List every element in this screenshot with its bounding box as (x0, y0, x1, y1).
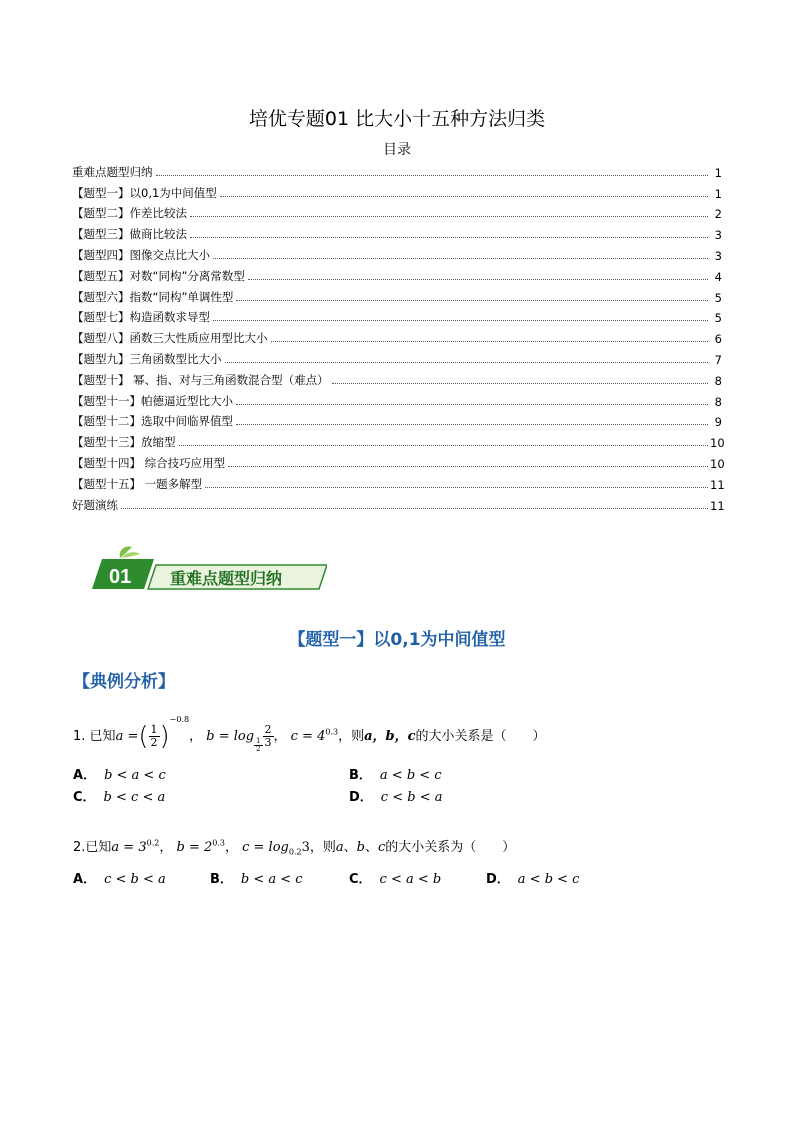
toc-entry-page: 4 (714, 269, 722, 284)
toc-leader-dots (248, 279, 708, 280)
q2-option-d[interactable]: D． a < b < c (486, 872, 580, 887)
toc-entry-page: 5 (714, 311, 722, 326)
toc-entry-page: 9 (714, 415, 722, 430)
toc-entry[interactable] (72, 409, 722, 430)
toc-entry-label: 【题型十四】 综合技巧应用型 (72, 455, 226, 470)
toc-entry[interactable] (72, 242, 722, 263)
toc-entry[interactable] (72, 305, 722, 326)
toc-entry-page: 1 (714, 165, 722, 180)
toc-entry-label: 【题型十三】放缩型 (72, 435, 176, 450)
toc-entry-label: 好题演练 (72, 497, 118, 512)
section-banner (92, 545, 327, 591)
toc-entry[interactable] (72, 263, 722, 284)
q2-option-c[interactable]: C． c < a < b (349, 872, 442, 887)
toc-entry-label: 【题型一】以0,1为中间值型 (72, 185, 217, 200)
toc-leader-dots (220, 196, 708, 197)
toc-entry[interactable] (72, 429, 725, 451)
q1-option-b[interactable]: B． a < b < c (349, 768, 442, 783)
toc-leader-dots (213, 258, 708, 259)
toc-leader-dots (236, 404, 708, 405)
q2-option-a[interactable]: A． c < b < a (73, 872, 166, 887)
toc-entry[interactable] (72, 346, 722, 367)
toc-entry[interactable] (72, 201, 722, 222)
toc-entry[interactable] (72, 388, 722, 409)
toc-leader-dots (121, 508, 708, 509)
section-heading: 【题型一】以0,1为中间值型 (288, 630, 506, 650)
toc-leader-dots (225, 362, 709, 363)
toc-entry-label: 【题型十二】选取中间临界值型 (72, 414, 233, 429)
toc-entry-page: 3 (714, 248, 722, 263)
toc-entry-page: 8 (714, 394, 722, 409)
toc-entry-page: 5 (714, 290, 722, 305)
toc-entry[interactable] (72, 325, 722, 346)
toc-entry-page: 10 (710, 436, 725, 451)
toc-entry-label: 【题型三】做商比较法 (72, 227, 187, 242)
toc-entry-page: 2 (714, 207, 722, 222)
toc-entry[interactable] (72, 221, 722, 242)
example-heading: 【典例分析】 (73, 672, 175, 692)
toc-heading: 目录 (383, 142, 411, 158)
toc-entry-label: 【题型五】对数“同构”分离常数型 (72, 268, 245, 283)
toc-leader-dots (236, 300, 708, 301)
toc-entry-label: 【题型九】三角函数型比大小 (72, 351, 222, 366)
q1-option-d[interactable]: D． c < b < a (349, 790, 443, 805)
toc-leader-dots (236, 424, 708, 425)
toc-entry-label: 【题型十】 幂、指、对与三角函数混合型（难点） (72, 372, 329, 387)
toc-entry-label: 【题型八】函数三大性质应用型比大小 (72, 331, 268, 346)
toc-leader-dots (271, 341, 709, 342)
toc-leader-dots (190, 237, 708, 238)
toc-entry-label: 【题型二】作差比较法 (72, 206, 187, 221)
question-2: 2.已知$a = 3^{0.2}$， $b = 2^{0.3}$， $c = \log_{0.2}3$，则a、b、c的大小关系为（ ） (73, 838, 516, 857)
toc-entry-page: 11 (710, 477, 725, 492)
q2-option-b[interactable]: B． b < a < c (210, 872, 303, 887)
toc-entry-label: 【题型四】图像交点比大小 (72, 247, 210, 262)
table-of-contents (72, 159, 725, 513)
toc-entry-label: 重难点题型归纳 (72, 164, 153, 179)
toc-entry-page: 1 (714, 186, 722, 201)
toc-entry[interactable] (72, 492, 725, 513)
toc-entry[interactable] (72, 159, 722, 180)
toc-entry-label: 【题型十五】 一题多解型 (72, 476, 203, 491)
toc-entry-page: 3 (714, 228, 722, 243)
question-1: 1. 已知a =( $\frac{1}{2}$ )$^{-0.8}$， b = log $_{\frac{1}{2}}$ $\frac{2}{3}$ ， $c = 4^{0.3}$，则a，b，c的大小关系是（ ） (73, 715, 546, 753)
toc-leader-dots (332, 383, 708, 384)
toc-entry-label: 【题型十一】帕德逼近型比大小 (72, 393, 233, 408)
toc-leader-dots (190, 216, 708, 217)
toc-leader-dots (156, 175, 709, 176)
toc-entry-label: 【题型七】构造函数求导型 (72, 310, 210, 325)
toc-entry-page: 8 (714, 373, 722, 388)
toc-leader-dots (179, 445, 709, 446)
toc-leader-dots (228, 466, 708, 467)
banner-number: 01 (109, 566, 132, 588)
toc-leader-dots (205, 487, 708, 488)
toc-entry[interactable] (72, 471, 725, 492)
toc-entry-page: 10 (710, 456, 725, 471)
toc-entry[interactable] (72, 450, 725, 471)
toc-entry-page: 7 (714, 352, 722, 367)
q1-option-a[interactable]: A． b < a < c (73, 768, 166, 783)
toc-leader-dots (213, 320, 708, 321)
toc-entry[interactable] (72, 367, 722, 388)
toc-entry[interactable] (72, 180, 722, 201)
toc-entry-page: 6 (714, 332, 722, 347)
q1-option-c[interactable]: C． b < c < a (73, 790, 166, 805)
toc-entry-label: 【题型六】指数“同构”单调性型 (72, 289, 234, 304)
toc-entry[interactable] (72, 284, 722, 305)
document-title: 培优专题01 比大小十五种方法归类 (248, 108, 546, 130)
banner-label: 重难点题型归纳 (170, 569, 283, 588)
toc-entry-page: 11 (710, 498, 725, 513)
